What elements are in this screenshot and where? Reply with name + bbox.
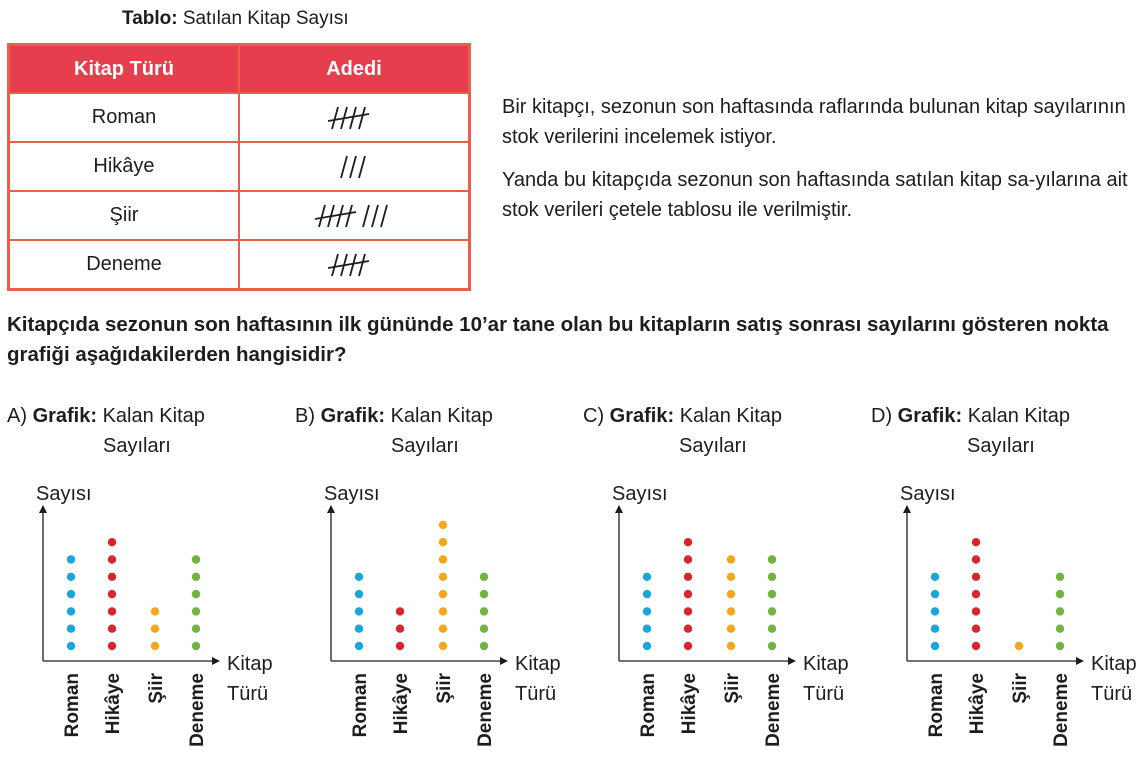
chart-title-bold: Grafik: (897, 405, 963, 427)
option-a[interactable] (7, 405, 292, 762)
data-dot (439, 607, 447, 615)
data-dot (727, 590, 735, 598)
data-dot (151, 625, 159, 633)
table-header-row (9, 45, 470, 94)
data-dot (192, 625, 200, 633)
x-axis-arrow (212, 657, 220, 665)
option-letter: B) (295, 405, 315, 427)
chart-title: Kalan Kitap (967, 405, 1070, 427)
chart-title-line2: Sayıları (391, 435, 459, 457)
tally-stroke (359, 254, 365, 276)
data-dot (643, 625, 651, 633)
data-dot (1056, 642, 1064, 650)
data-dot (192, 607, 200, 615)
data-dot (67, 625, 75, 633)
data-dot (67, 590, 75, 598)
dot-chart (583, 405, 868, 762)
data-dot (684, 590, 692, 598)
data-dot (768, 607, 776, 615)
tally-stroke (363, 205, 369, 227)
tally-stroke (332, 254, 338, 276)
data-dot (439, 642, 447, 650)
data-dot (1056, 573, 1064, 581)
table-row (9, 240, 470, 290)
chart-title-bold: Grafik: (320, 405, 386, 427)
data-dot (727, 607, 735, 615)
tally-stroke (381, 205, 387, 227)
category-label: Hikâye (391, 673, 412, 735)
chart-title-bold: Grafik: (32, 405, 98, 427)
data-dot (108, 625, 116, 633)
tally-marks (328, 103, 380, 133)
data-dot (684, 555, 692, 563)
data-dot (643, 607, 651, 615)
table-cell-type: Şiir (9, 191, 240, 240)
data-dot (1015, 642, 1023, 650)
data-dot (931, 642, 939, 650)
tally-stroke (350, 156, 356, 178)
option-letter: A) (7, 405, 27, 427)
data-dot (768, 642, 776, 650)
tally-marks (328, 250, 380, 280)
data-dot (67, 642, 75, 650)
data-dot (727, 555, 735, 563)
column-header-kitap-turu: Kitap Türü (9, 45, 240, 94)
data-dot (768, 590, 776, 598)
chart-title-bold: Grafik: (609, 405, 675, 427)
data-dot (192, 590, 200, 598)
data-dot (643, 642, 651, 650)
x-axis-label: Kitap (1091, 653, 1137, 675)
tally-stroke (359, 107, 365, 129)
data-dot (972, 590, 980, 598)
tally-cell (239, 240, 470, 290)
tally-stroke (372, 205, 378, 227)
data-dot (67, 607, 75, 615)
option-d[interactable] (871, 405, 1142, 762)
data-dot (396, 625, 404, 633)
data-dot (396, 642, 404, 650)
data-dot (67, 555, 75, 563)
x-axis-label-line2: Türü (515, 683, 557, 705)
data-dot (684, 538, 692, 546)
data-dot (439, 521, 447, 529)
data-dot (727, 642, 735, 650)
category-label: Roman (638, 673, 659, 738)
dot-chart (7, 405, 292, 762)
question-text: Kitapçıda sezonun son haftasının ilk gününde 10’ar tane olan bu kitapların satış sonrası sayılarını gösteren nokta grafiği aşağıdakilerden hangisidir? (7, 313, 1109, 366)
data-dot (439, 538, 447, 546)
data-dot (931, 625, 939, 633)
category-label: Şiir (146, 673, 167, 704)
data-dot (1056, 607, 1064, 615)
category-label: Deneme (1051, 673, 1072, 747)
data-dot (931, 590, 939, 598)
category-label: Hikâye (103, 673, 124, 735)
tally-stroke (341, 156, 347, 178)
tally-marks (337, 152, 372, 182)
data-dot (684, 607, 692, 615)
data-dot (108, 607, 116, 615)
intro-paragraph-1: Bir kitapçı, sezonun son haftasında raflarında bulunan kitap sayılarının stok verilerini incelemek istiyor. (502, 96, 1126, 148)
data-dot (108, 555, 116, 563)
data-dot (192, 642, 200, 650)
data-dot (768, 555, 776, 563)
data-dot (439, 555, 447, 563)
y-axis-label: Sayısı (36, 483, 92, 505)
tally-stroke (332, 107, 338, 129)
data-dot (396, 607, 404, 615)
data-dot (108, 590, 116, 598)
x-axis-label: Kitap (803, 653, 849, 675)
table-caption: Tablo: Satılan Kitap Sayısı (122, 8, 349, 29)
data-dot (192, 555, 200, 563)
tally-stroke (359, 156, 365, 178)
x-axis-arrow (788, 657, 796, 665)
y-axis-label: Sayısı (612, 483, 668, 505)
data-dot (439, 590, 447, 598)
data-dot (192, 573, 200, 581)
y-axis-label: Sayısı (900, 483, 956, 505)
tally-stroke (319, 205, 325, 227)
data-dot (727, 625, 735, 633)
option-letter: D) (871, 405, 893, 427)
chart-title: Kalan Kitap (102, 405, 205, 427)
option-b[interactable] (295, 405, 580, 762)
data-dot (355, 607, 363, 615)
data-dot (972, 607, 980, 615)
category-label: Roman (350, 673, 371, 738)
x-axis-label-line2: Türü (803, 683, 845, 705)
data-dot (768, 625, 776, 633)
intro-paragraph-2: Yanda bu kitapçıda sezonun son haftasında satılan kitap sa-yılarına ait stok verileri çetele tablosu ile verilmiştir. (502, 169, 1128, 221)
category-label: Deneme (763, 673, 784, 747)
data-dot (972, 573, 980, 581)
data-dot (480, 607, 488, 615)
y-axis-label: Sayısı (324, 483, 380, 505)
data-dot (480, 642, 488, 650)
y-axis-arrow (903, 505, 911, 513)
data-dot (1056, 625, 1064, 633)
y-axis-arrow (615, 505, 623, 513)
data-dot (355, 590, 363, 598)
category-label: Deneme (475, 673, 496, 747)
data-dot (684, 625, 692, 633)
data-dot (931, 607, 939, 615)
data-dot (108, 573, 116, 581)
tally-cell (239, 142, 470, 191)
category-label: Şiir (1010, 673, 1031, 704)
x-axis-label: Kitap (227, 653, 273, 675)
data-dot (972, 538, 980, 546)
category-label: Hikâye (967, 673, 988, 735)
x-axis-label: Kitap (515, 653, 561, 675)
table-cell-type: Deneme (9, 240, 240, 290)
data-dot (151, 642, 159, 650)
x-axis-label-line2: Türü (1091, 683, 1133, 705)
table-cell-type: Hikâye (9, 142, 240, 191)
data-dot (480, 590, 488, 598)
data-dot (931, 573, 939, 581)
tally-marks (315, 201, 394, 231)
data-dot (439, 625, 447, 633)
category-label: Roman (926, 673, 947, 738)
y-axis-arrow (327, 505, 335, 513)
option-letter: C) (583, 405, 605, 427)
column-header-adedi: Adedi (239, 45, 470, 94)
chart-title-line2: Sayıları (967, 435, 1035, 457)
data-dot (355, 642, 363, 650)
data-dot (480, 573, 488, 581)
intro-text (502, 92, 1137, 238)
data-dot (151, 607, 159, 615)
tally-table (7, 43, 471, 291)
x-axis-arrow (1076, 657, 1084, 665)
data-dot (439, 573, 447, 581)
category-label: Şiir (434, 673, 455, 704)
data-dot (480, 625, 488, 633)
data-dot (67, 573, 75, 581)
table-row (9, 93, 470, 142)
category-label: Şiir (722, 673, 743, 704)
data-dot (355, 573, 363, 581)
data-dot (684, 573, 692, 581)
chart-title-line2: Sayıları (103, 435, 171, 457)
category-label: Deneme (187, 673, 208, 747)
option-c[interactable] (583, 405, 868, 762)
category-label: Hikâye (679, 673, 700, 735)
chart-title-line2: Sayıları (679, 435, 747, 457)
table-cell-type: Roman (9, 93, 240, 142)
table-row (9, 142, 470, 191)
y-axis-arrow (39, 505, 47, 513)
data-dot (643, 590, 651, 598)
tally-cell (239, 93, 470, 142)
data-dot (1056, 590, 1064, 598)
data-dot (972, 625, 980, 633)
x-axis-arrow (500, 657, 508, 665)
data-dot (972, 555, 980, 563)
tally-cell (239, 191, 470, 240)
data-dot (355, 625, 363, 633)
data-dot (108, 642, 116, 650)
chart-title: Kalan Kitap (390, 405, 493, 427)
data-dot (108, 538, 116, 546)
x-axis-label-line2: Türü (227, 683, 269, 705)
dot-chart (871, 405, 1142, 762)
table-row (9, 191, 470, 240)
data-dot (972, 642, 980, 650)
data-dot (768, 573, 776, 581)
chart-title: Kalan Kitap (679, 405, 782, 427)
data-dot (643, 573, 651, 581)
data-dot (727, 573, 735, 581)
dot-chart (295, 405, 580, 762)
tally-stroke (346, 205, 352, 227)
category-label: Roman (62, 673, 83, 738)
data-dot (684, 642, 692, 650)
